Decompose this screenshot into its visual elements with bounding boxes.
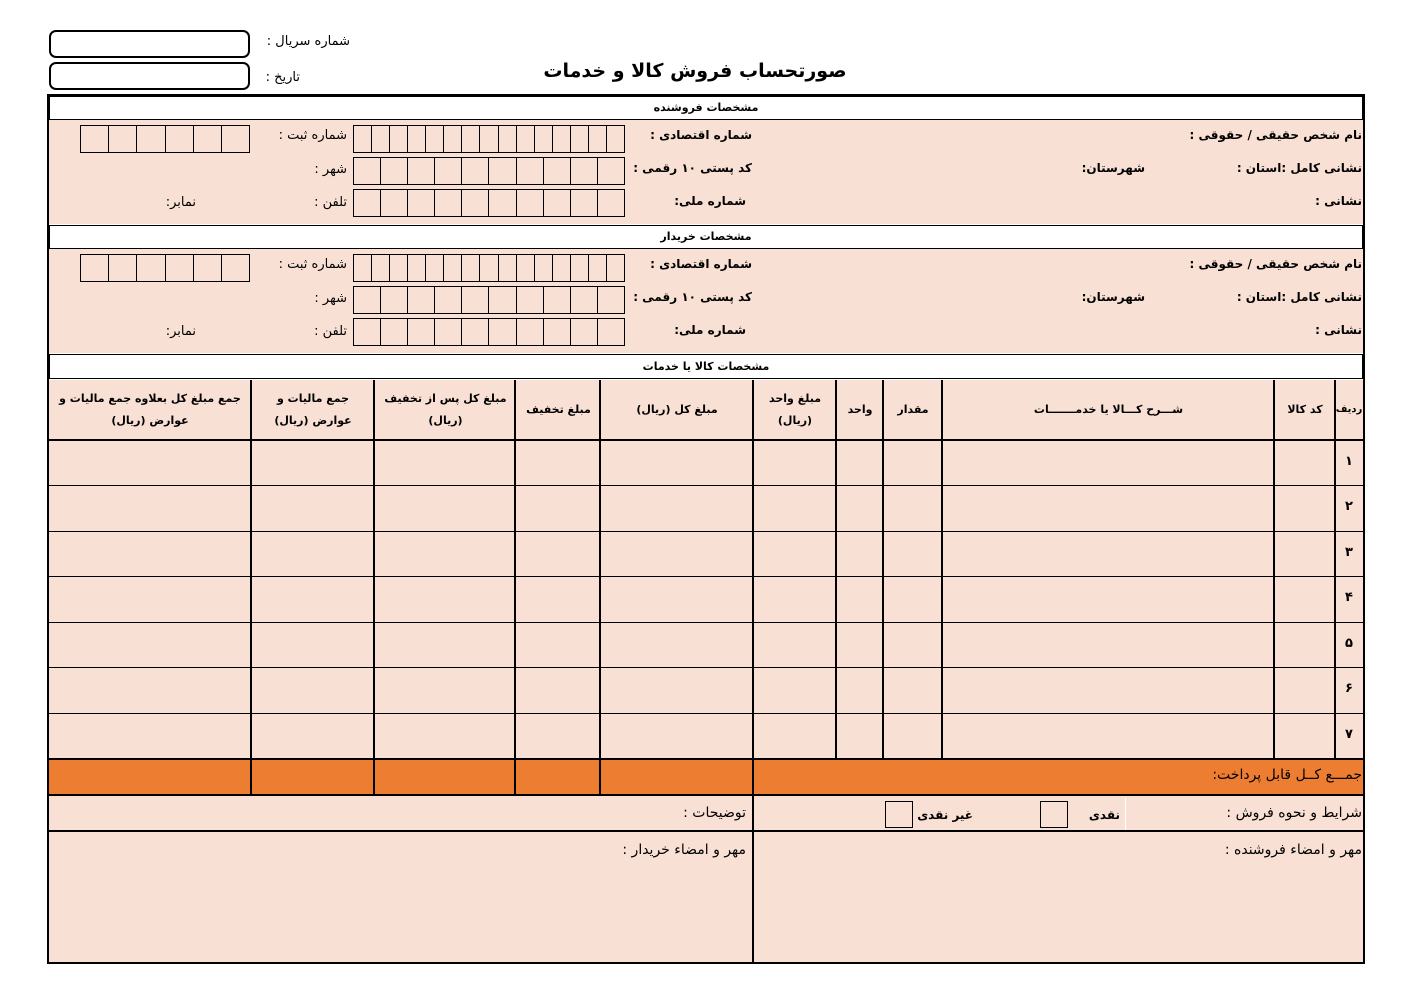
- col-divider: [514, 380, 516, 796]
- col-divider: [835, 380, 837, 758]
- seller-registration-no-label: شماره ثبت :: [278, 128, 347, 143]
- date-field[interactable]: [49, 62, 250, 90]
- col-divider: [882, 380, 884, 758]
- seller-county-label: شهرستان:: [1081, 161, 1145, 175]
- seller-postal-code-boxes[interactable]: [353, 157, 625, 185]
- col-divider: [599, 758, 601, 796]
- cash-checkbox[interactable]: [1040, 801, 1068, 828]
- col-divider: [599, 380, 601, 796]
- col-header-after-discount: مبلغ کل پس از تخفیف (ریال): [384, 392, 507, 427]
- row-line: [49, 713, 1275, 714]
- buyer-registration-no-boxes[interactable]: [80, 254, 250, 282]
- seller-phone-label: تلفن :: [314, 195, 347, 210]
- col-divider: [373, 380, 375, 796]
- col-divider: [514, 758, 516, 796]
- row-line: [49, 485, 1275, 486]
- row-number: ۵: [1345, 636, 1353, 651]
- row-line: [1275, 576, 1336, 577]
- buyer-city-label: شهر :: [314, 291, 347, 306]
- buyer-national-id-boxes[interactable]: [353, 318, 625, 346]
- seller-fax-label: نمابر:: [165, 195, 196, 210]
- row-line: [1336, 713, 1363, 714]
- row-line: [1275, 667, 1336, 668]
- col-header-total: مبلغ کل (ریال): [636, 403, 718, 416]
- page-title: صورتحساب فروش کالا و خدمات: [543, 60, 847, 82]
- buyer-fax-label: نمابر:: [165, 324, 196, 339]
- col-header-unit-price: مبلغ واحد (ریال): [768, 392, 822, 427]
- col-header-tax: جمع مالیات و عوارض (ریال): [274, 392, 352, 427]
- row-line: [1336, 622, 1363, 623]
- payable-total-label: جمـــع کــل قابل پرداخت:: [1212, 767, 1362, 783]
- buyer-national-id-label: شماره ملی:: [674, 323, 746, 337]
- row-line: [49, 667, 1275, 668]
- seller-signature-label: مهر و امضاء فروشنده :: [1224, 842, 1362, 858]
- col-divider: [1273, 380, 1275, 758]
- buyer-economic-no-label: شماره اقتصادی :: [650, 257, 752, 271]
- row-number: ۶: [1345, 681, 1353, 696]
- buyer-signature-label: مهر و امضاء خریدار :: [622, 842, 746, 858]
- seller-city-label: شهر :: [314, 162, 347, 177]
- seller-name-label: نام شخص حقیقی / حقوقی :: [1189, 128, 1362, 142]
- items-header-line: [49, 439, 1363, 441]
- row-number: ۲: [1345, 499, 1353, 514]
- row-line: [1275, 622, 1336, 623]
- buyer-phone-label: تلفن :: [314, 324, 347, 339]
- col-header-quantity: مقدار: [897, 403, 929, 416]
- col-divider: [941, 380, 943, 758]
- buyer-postal-code-boxes[interactable]: [353, 286, 625, 314]
- buyer-addr-label: نشانی :: [1315, 323, 1362, 337]
- terms-label: شرایط و نحوه فروش :: [1226, 805, 1362, 821]
- col-divider: [250, 380, 252, 796]
- buyer-registration-no-label: شماره ثبت :: [278, 257, 347, 272]
- serial-number-label: شماره سریال :: [266, 34, 350, 49]
- buyer-postal-code-label: کد پستی ۱۰ رقمی :: [633, 290, 752, 304]
- col-divider: [752, 796, 754, 832]
- seller-registration-no-boxes[interactable]: [80, 125, 250, 153]
- row-line: [1275, 713, 1336, 714]
- seller-national-id-label: شماره ملی:: [674, 194, 746, 208]
- row-line: [1275, 485, 1336, 486]
- buyer-address-label: نشانی کامل :استان :: [1236, 290, 1362, 304]
- col-header-grand-total: جمع مبلغ کل بعلاوه جمع مالیات و عوارض (ریال): [59, 392, 241, 427]
- col-header-discount: مبلغ تخفیف: [526, 403, 591, 416]
- col-divider: [373, 758, 375, 796]
- col-divider: [752, 380, 754, 796]
- terms-divider: [1125, 798, 1126, 830]
- row-line: [1336, 485, 1363, 486]
- items-band: مشخصات کالا یا خدمات: [49, 354, 1363, 379]
- notes-label: توضیحات :: [683, 805, 746, 821]
- seller-band: مشخصات فروشنده: [49, 96, 1363, 120]
- buyer-county-label: شهرستان:: [1081, 290, 1145, 304]
- col-divider: [250, 758, 252, 796]
- col-header-unit: واحد: [847, 403, 873, 416]
- non-cash-checkbox[interactable]: [885, 801, 913, 828]
- buyer-band: مشخصات خریدار: [49, 225, 1363, 249]
- row-number: ۴: [1345, 590, 1353, 605]
- col-divider: [752, 832, 754, 962]
- date-label: تاریخ :: [265, 70, 300, 85]
- row-number: ۷: [1345, 727, 1353, 742]
- row-number: ۳: [1345, 545, 1353, 560]
- row-number: ۱: [1345, 454, 1353, 469]
- row-line: [1336, 531, 1363, 532]
- buyer-economic-no-boxes[interactable]: [353, 254, 625, 282]
- col-header-code: کد کالا: [1287, 403, 1323, 416]
- col-divider: [752, 758, 754, 796]
- seller-postal-code-label: کد پستی ۱۰ رقمی :: [633, 161, 752, 175]
- cash-label: نقدی: [1088, 808, 1120, 822]
- row-line: [1275, 531, 1336, 532]
- seller-economic-no-label: شماره اقتصادی :: [650, 128, 752, 142]
- buyer-name-label: نام شخص حقیقی / حقوقی :: [1189, 257, 1362, 271]
- col-header-description: شـــرح کـــالا یا خدمـــــــات: [1033, 403, 1184, 416]
- seller-economic-no-boxes[interactable]: [353, 125, 625, 153]
- col-header-row: ردیف: [1335, 404, 1363, 415]
- seller-address-label: نشانی کامل :استان :: [1236, 161, 1362, 175]
- row-line: [49, 622, 1275, 623]
- row-line: [49, 531, 1275, 532]
- row-line: [1336, 576, 1363, 577]
- seller-national-id-boxes[interactable]: [353, 189, 625, 217]
- non-cash-label: غیر نقدی: [917, 808, 973, 822]
- row-line: [49, 576, 1275, 577]
- row-line: [1336, 667, 1363, 668]
- seller-addr-label: نشانی :: [1315, 194, 1362, 208]
- col-divider: [1334, 380, 1336, 758]
- serial-number-field[interactable]: [49, 30, 250, 58]
